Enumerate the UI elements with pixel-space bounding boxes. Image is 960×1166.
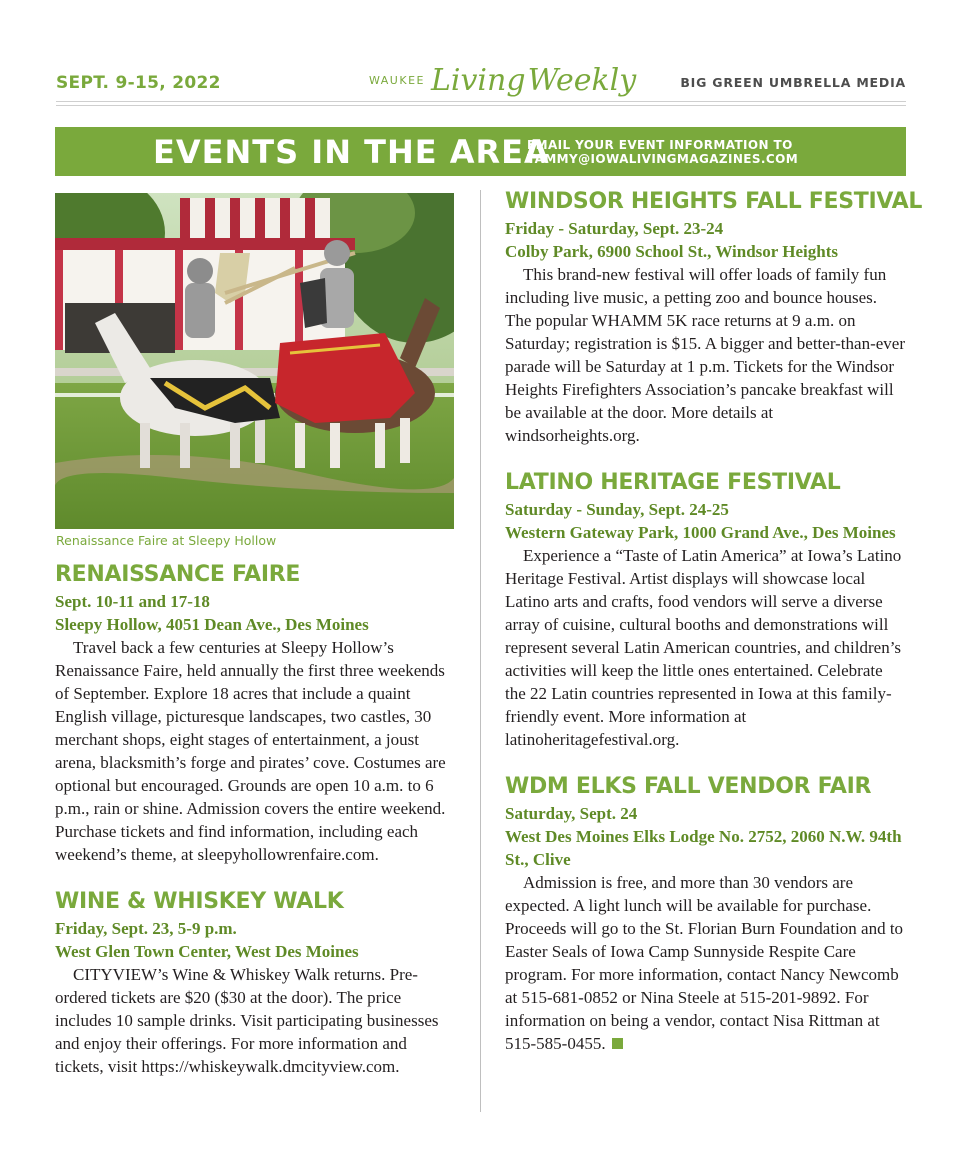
issue-date: SEPT. 9-15, 2022 [56, 73, 221, 93]
event-date: Friday - Saturday, Sept. 23-24 [505, 219, 724, 238]
event-date: Sept. 10-11 and 17-18 [55, 592, 210, 611]
event-location: West Glen Town Center, West Des Moines [55, 942, 359, 961]
right-column [505, 187, 923, 1076]
left-column [55, 560, 455, 1099]
section-banner [55, 127, 906, 176]
event-title: LATINO HERITAGE FESTIVAL [505, 470, 841, 495]
event-title: WINDSOR HEIGHTS FALL FESTIVAL [505, 189, 923, 214]
event-title: WINE & WHISKEY WALK [55, 889, 344, 914]
event-location: Western Gateway Park, 1000 Grand Ave., Des Moines [505, 523, 896, 542]
event-description-text: Admission is free, and more than 30 vendors are expected. A light lunch will be available for purchase. Proceeds will go to the St. Florian Burn Foundation and to Easter Seals of Iowa Camp Sunnyside Respite Care program. For more information, contact Nancy Newcomb at 515-681-0852 or Nina Steele at 515-201-9892. For information on being a vendor, contact Nisa Rittman at 515-585-0455. [505, 873, 904, 1053]
event-description: Travel back a few centuries at Sleepy Hollow’s Renaissance Faire, held annually the first three weekends of September. Explore 18 acres that include a quaint English village, picturesque landscapes, two castles, 30 merchant shops, eight stages of entertainment, a joust arena, blacksmith’s forge and pirates’ cove. Costumes are optional but encouraged. Grounds are open 10 a.m. to 6 p.m., rain or shine. Admission covers the entire weekend. Purchase tickets and find information, including each weekend’s theme, at sleepyhollowrenfaire.com. [55, 638, 446, 864]
event-location: Colby Park, 6900 School St., Windsor Heights [505, 242, 838, 261]
logo-weekly-text: Weekly [527, 63, 637, 98]
submission-email[interactable]: TAMMY@IOWALIVINGMAGAZINES.COM [527, 152, 799, 166]
event-windsor-heights-fall-festival [505, 187, 923, 447]
renaissance-faire-photo [55, 193, 454, 529]
section-title: EVENTS IN THE AREA [153, 133, 550, 171]
submission-note-line1: EMAIL YOUR EVENT INFORMATION TO [527, 138, 793, 152]
masthead-rule-top [56, 101, 906, 102]
event-date: Saturday - Sunday, Sept. 24-25 [505, 500, 729, 519]
event-title: WDM ELKS FALL VENDOR FAIR [505, 774, 872, 799]
submission-note [527, 138, 798, 166]
event-title: RENAISSANCE FAIRE [55, 562, 301, 587]
logo-waukee-text: WAUKEE [369, 74, 425, 87]
masthead [56, 55, 906, 105]
column-divider [480, 190, 481, 1112]
event-description: Experience a “Taste of Latin America” at Iowa’s Latino Heritage Festival. Artist displays will showcase local Latino arts and crafts, food vendors will serve a diverse array of cuisine, cultural booths and demonstrations will represent several Latin American countries, and children’s activities will keep the little ones entertained. Celebrate the 22 Latin countries represented in Iowa at this family-friendly event. More information at latinoheritagefestival.org. [505, 546, 902, 749]
event-location: Sleepy Hollow, 4051 Dean Ave., Des Moines [55, 615, 369, 634]
event-date: Friday, Sept. 23, 5-9 p.m. [55, 919, 237, 938]
photo-caption: Renaissance Faire at Sleepy Hollow [56, 533, 277, 548]
event-date: Saturday, Sept. 24 [505, 804, 638, 823]
logo-living-text: Living [430, 63, 526, 98]
masthead-rule-bottom [56, 105, 906, 106]
publication-logo [369, 55, 636, 99]
event-latino-heritage-festival [505, 468, 905, 751]
event-wine-whiskey-walk [55, 887, 455, 1078]
event-description: This brand-new festival will offer loads of family fun including live music, a petting zoo and bounce houses. The popular WHAMM 5K race returns at 9 a.m. on Saturday; registration is $15. A bigger and better-than-ever parade will be Saturday at 1 p.m. Tickets for the Windsor Heights Firefighters Association’s pancake breakfast will be available at the door. More details at windsorheights.org. [505, 265, 905, 445]
event-description [505, 871, 905, 1055]
event-renaissance-faire [55, 560, 455, 866]
event-location: West Des Moines Elks Lodge No. 2752, 2060 N.W. 94th St., Clive [505, 827, 902, 869]
event-wdm-elks-fall-vendor-fair [505, 772, 905, 1055]
publisher-name: BIG GREEN UMBRELLA MEDIA [680, 75, 906, 90]
event-description: CITYVIEW’s Wine & Whiskey Walk returns. Pre-ordered tickets are $20 ($30 at the door). The price includes 10 sample drinks. Visit participating businesses and enjoy their offerings. For more information and tickets, visit https://whiskeywalk.dmcityview.com. [55, 965, 439, 1076]
end-of-article-mark [612, 1038, 623, 1049]
